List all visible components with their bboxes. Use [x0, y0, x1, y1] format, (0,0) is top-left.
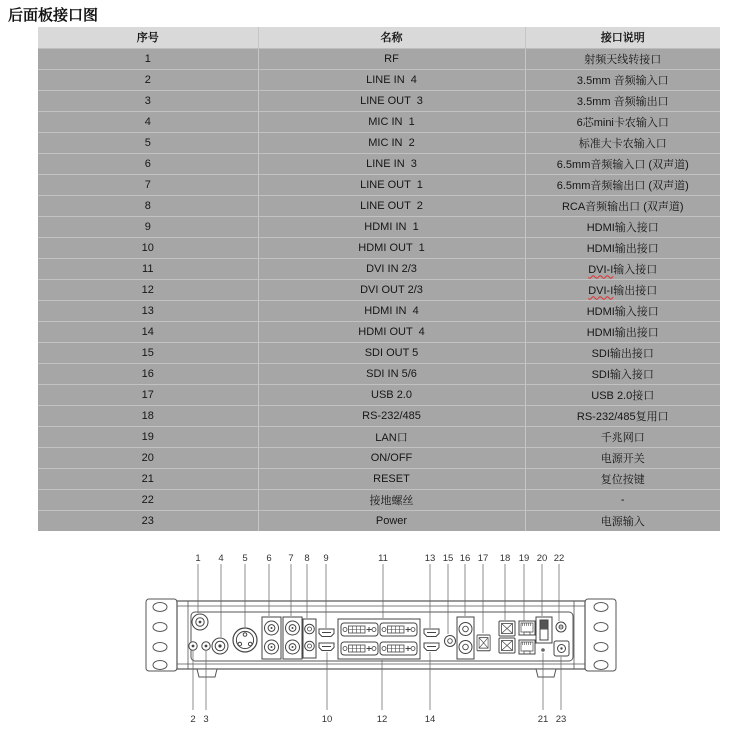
- row-number: 4: [38, 111, 258, 132]
- callout-number: 15: [442, 553, 454, 564]
- port-name: HDMI OUT 1: [258, 237, 525, 258]
- dvi-in-2-port: [341, 623, 378, 636]
- port-name: Power: [258, 510, 525, 531]
- callout-number: 23: [555, 714, 567, 725]
- port-description: RS-232/485复用口: [525, 405, 720, 426]
- misspell-marked-text: DVI-I: [588, 284, 614, 297]
- table-row: [38, 69, 720, 90]
- row-number: 6: [38, 153, 258, 174]
- mic-in-2-xlr: [233, 628, 257, 652]
- port-description: 6.5mm音频输出口 (双声道): [525, 174, 720, 195]
- port-description: DVI-I输入接口: [525, 258, 720, 279]
- port-name: USB 2.0: [258, 384, 525, 405]
- table-row: [38, 258, 720, 279]
- port-name: DVI IN 2/3: [258, 258, 525, 279]
- table-row: [38, 174, 720, 195]
- port-description: 6.5mm音频输入口 (双声道): [525, 153, 720, 174]
- row-number: 7: [38, 174, 258, 195]
- line-in-3-pair: [262, 617, 281, 659]
- port-description: DVI-I输出接口: [525, 279, 720, 300]
- interface-table: [38, 27, 720, 531]
- row-number: 14: [38, 321, 258, 342]
- table-row: [38, 342, 720, 363]
- page-title: 后面板接口图: [8, 7, 99, 24]
- port-description: 标准大卡农输入口: [525, 132, 720, 153]
- table-row: [38, 426, 720, 447]
- port-description: 电源开关: [525, 447, 720, 468]
- table-row: [38, 48, 720, 69]
- row-number: 19: [38, 426, 258, 447]
- port-name: MIC IN 2: [258, 132, 525, 153]
- table-body: [38, 48, 720, 531]
- dvi-out-2-port: [341, 642, 378, 655]
- table-row: [38, 447, 720, 468]
- port-description: 复位按键: [525, 468, 720, 489]
- port-description: -: [525, 489, 720, 510]
- port-name: MIC IN 1: [258, 111, 525, 132]
- port-name: RF: [258, 48, 525, 69]
- reset-hole: [541, 648, 545, 652]
- dvi-block: [338, 619, 420, 659]
- table-row: [38, 153, 720, 174]
- table-row: [38, 237, 720, 258]
- power-input: [554, 641, 569, 656]
- table-row: [38, 321, 720, 342]
- column-header-0: 序号: [38, 27, 258, 48]
- table-row: [38, 489, 720, 510]
- callout-number: 18: [499, 553, 511, 564]
- port-name: LINE OUT 3: [258, 90, 525, 111]
- table-row: [38, 300, 720, 321]
- usb-2-0-port: [477, 635, 490, 651]
- row-number: 10: [38, 237, 258, 258]
- port-description: 电源输入: [525, 510, 720, 531]
- hdmi-in-4-port: [424, 629, 439, 637]
- callout-number: 21: [537, 714, 549, 725]
- row-number: 1: [38, 48, 258, 69]
- table-row: [38, 195, 720, 216]
- callout-number: 17: [477, 553, 489, 564]
- port-name: RESET: [258, 468, 525, 489]
- rear-panel-diagram: [140, 545, 620, 750]
- table-row: [38, 90, 720, 111]
- table-row: [38, 405, 720, 426]
- column-header-2: 接口说明: [525, 27, 720, 48]
- callout-number: 4: [218, 553, 224, 564]
- port-description: USB 2.0接口: [525, 384, 720, 405]
- callout-number: 8: [304, 553, 310, 564]
- right-rack-ear: [585, 599, 616, 671]
- port-description: 千兆网口: [525, 426, 720, 447]
- port-name: LINE IN 3: [258, 153, 525, 174]
- callout-number: 13: [424, 553, 436, 564]
- row-number: 18: [38, 405, 258, 426]
- table-row: [38, 111, 720, 132]
- port-name: HDMI OUT 4: [258, 321, 525, 342]
- callout-number: 19: [518, 553, 530, 564]
- port-name: HDMI IN 1: [258, 216, 525, 237]
- dvi-in-3-port: [380, 623, 417, 636]
- row-number: 2: [38, 69, 258, 90]
- port-name: SDI IN 5/6: [258, 363, 525, 384]
- line-out-1-pair: [283, 617, 302, 659]
- callout-number: 20: [536, 553, 548, 564]
- port-description: SDI输出接口: [525, 342, 720, 363]
- row-number: 20: [38, 447, 258, 468]
- table-row: [38, 216, 720, 237]
- row-number: 13: [38, 300, 258, 321]
- table-row: [38, 468, 720, 489]
- port-description: 6芯mini卡农输入口: [525, 111, 720, 132]
- sdi-out-5-bnc: [445, 636, 456, 647]
- callout-number: 11: [378, 553, 388, 564]
- row-number: 23: [38, 510, 258, 531]
- port-description: RCA音频输出口 (双声道): [525, 195, 720, 216]
- callout-number: 6: [266, 553, 272, 564]
- ground-screw: [556, 622, 566, 632]
- callout-number: 2: [190, 714, 196, 725]
- port-description: 3.5mm 音频输入口: [525, 69, 720, 90]
- hdmi-out-4-port: [424, 643, 439, 651]
- row-number: 22: [38, 489, 258, 510]
- callout-number: 5: [242, 553, 248, 564]
- right-foot: [536, 669, 556, 677]
- row-number: 21: [38, 468, 258, 489]
- port-description: HDMI输出接口: [525, 237, 720, 258]
- port-description: SDI输入接口: [525, 363, 720, 384]
- port-description: HDMI输入接口: [525, 300, 720, 321]
- left-foot: [197, 669, 217, 677]
- port-name: DVI OUT 2/3: [258, 279, 525, 300]
- table-row: [38, 384, 720, 405]
- port-description: 射频天线转接口: [525, 48, 720, 69]
- line-in-4-jack: [189, 642, 197, 650]
- sdi-in-5-6-bnc-pair: [457, 617, 474, 659]
- port-name: LINE IN 4: [258, 69, 525, 90]
- rf-connector: [192, 614, 208, 630]
- row-number: 3: [38, 90, 258, 111]
- port-name: SDI OUT 5: [258, 342, 525, 363]
- port-name: LINE OUT 1: [258, 174, 525, 195]
- callout-number: 16: [459, 553, 471, 564]
- left-rack-ear: [146, 599, 177, 671]
- callout-number: 9: [323, 553, 329, 564]
- misspell-marked-text: DVI-I: [588, 263, 614, 276]
- port-name: LINE OUT 2: [258, 195, 525, 216]
- line-out-2-rca-pair: [303, 619, 316, 658]
- port-name: HDMI IN 4: [258, 300, 525, 321]
- table-row: [38, 510, 720, 531]
- power-switch: [536, 617, 552, 643]
- column-header-1: 名称: [258, 27, 525, 48]
- hdmi-in-1-port: [319, 629, 334, 637]
- dvi-out-3-port: [380, 642, 417, 655]
- port-name: ON/OFF: [258, 447, 525, 468]
- table-row: [38, 132, 720, 153]
- port-name: LAN口: [258, 426, 525, 447]
- callout-number: 14: [424, 714, 436, 725]
- port-name: RS-232/485: [258, 405, 525, 426]
- port-description: HDMI输入接口: [525, 216, 720, 237]
- line-out-3-jack: [202, 642, 210, 650]
- port-description: 3.5mm 音频输出口: [525, 90, 720, 111]
- port-description: HDMI输出接口: [525, 321, 720, 342]
- callout-number: 10: [321, 714, 333, 725]
- callout-number: 7: [288, 553, 294, 564]
- row-number: 11: [38, 258, 258, 279]
- table-row: [38, 363, 720, 384]
- row-number: 8: [38, 195, 258, 216]
- port-name: 接地螺丝: [258, 489, 525, 510]
- hdmi-out-1-port: [319, 643, 334, 651]
- callout-number: 12: [376, 714, 388, 725]
- row-number: 15: [38, 342, 258, 363]
- mic-in-1-mini-xlr: [212, 638, 228, 654]
- callout-number: 22: [553, 553, 565, 564]
- callout-number: 3: [203, 714, 209, 725]
- row-number: 12: [38, 279, 258, 300]
- callout-number: 1: [195, 553, 201, 564]
- table-header: [38, 27, 720, 48]
- row-number: 5: [38, 132, 258, 153]
- table-row: [38, 279, 720, 300]
- row-number: 16: [38, 363, 258, 384]
- row-number: 17: [38, 384, 258, 405]
- row-number: 9: [38, 216, 258, 237]
